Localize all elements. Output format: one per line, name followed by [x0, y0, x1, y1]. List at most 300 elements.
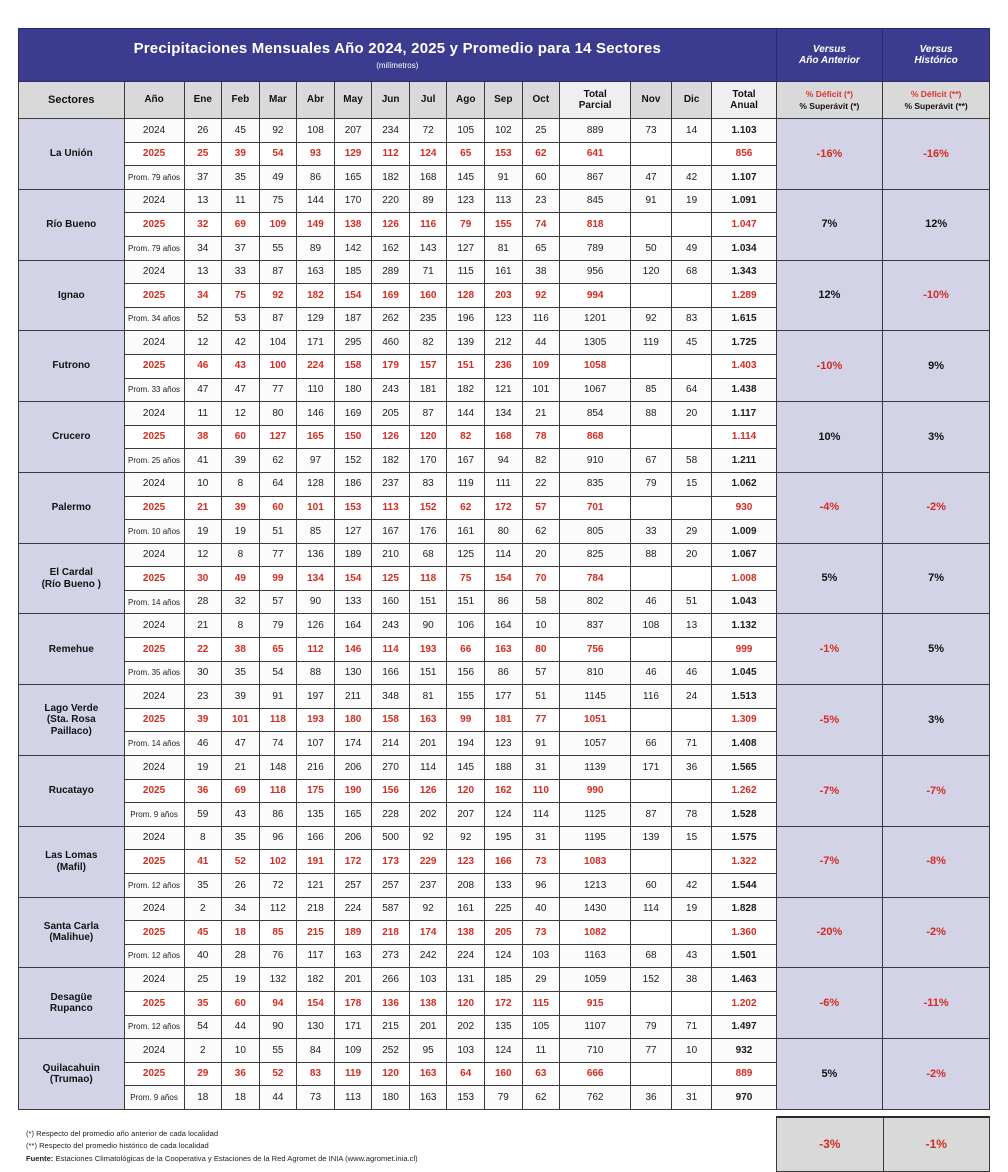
month-value-cell: 127	[334, 520, 372, 544]
total-anual-cell: 1.403	[712, 354, 776, 378]
versus-historic-header	[883, 29, 990, 82]
month-value-cell: 43	[222, 354, 260, 378]
total-anual-cell: 1.408	[712, 732, 776, 756]
month-value-cell: 220	[372, 189, 410, 213]
nov-value-cell: 77	[631, 1039, 672, 1063]
month-value-cell: 13	[184, 189, 222, 213]
month-value-cell: 76	[259, 944, 297, 968]
month-value-cell: 30	[184, 567, 222, 591]
year-label-cell: 2025	[124, 496, 184, 520]
month-value-cell: 36	[222, 1062, 260, 1086]
dic-value-cell	[671, 567, 712, 591]
nov-value-cell: 68	[631, 944, 672, 968]
month-value-cell: 97	[297, 449, 335, 473]
total-parcial-cell: 810	[560, 661, 631, 685]
month-value-cell: 158	[334, 354, 372, 378]
month-value-cell: 153	[447, 1086, 485, 1110]
total-anual-cell: 1.513	[712, 685, 776, 709]
month-value-cell: 124	[485, 944, 523, 968]
month-value-cell: 212	[485, 331, 523, 355]
month-value-cell: 41	[184, 850, 222, 874]
table-row	[19, 402, 990, 426]
month-value-cell: 190	[334, 779, 372, 803]
month-value-cell: 193	[297, 708, 335, 732]
table-row	[19, 968, 990, 992]
month-value-cell: 103	[447, 1039, 485, 1063]
nov-value-cell	[631, 496, 672, 520]
year-label-cell: 2025	[124, 991, 184, 1015]
month-value-cell: 157	[409, 354, 447, 378]
year-label-cell: Prom. 33 años	[124, 378, 184, 402]
month-value-cell: 41	[184, 449, 222, 473]
month-value-cell: 35	[222, 166, 260, 190]
nov-value-cell: 119	[631, 331, 672, 355]
col-month-jul: Jul	[409, 82, 447, 119]
month-value-cell: 19	[222, 520, 260, 544]
sector-name-cell: Quilacahuin (Trumao)	[19, 1039, 125, 1110]
month-value-cell: 587	[372, 897, 410, 921]
dic-value-cell: 78	[671, 803, 712, 827]
month-value-cell: 79	[447, 213, 485, 237]
source-label: Fuente:	[26, 1153, 54, 1163]
month-value-cell: 197	[297, 685, 335, 709]
month-value-cell: 72	[409, 119, 447, 143]
nov-value-cell: 46	[631, 590, 672, 614]
month-value-cell: 117	[297, 944, 335, 968]
month-value-cell: 124	[409, 142, 447, 166]
month-value-cell: 172	[334, 850, 372, 874]
month-value-cell: 83	[297, 1062, 335, 1086]
versus-historic-cell: 12%	[883, 189, 990, 260]
total-parcial-cell: 762	[560, 1086, 631, 1110]
col-deficit-hist-l1: % Déficit (**)	[910, 88, 962, 99]
month-value-cell: 103	[409, 968, 447, 992]
month-value-cell: 34	[184, 236, 222, 260]
month-value-cell: 73	[522, 850, 560, 874]
month-value-cell: 182	[447, 378, 485, 402]
month-value-cell: 295	[334, 331, 372, 355]
month-value-cell: 38	[522, 260, 560, 284]
nov-value-cell: 139	[631, 826, 672, 850]
month-value-cell: 201	[409, 1015, 447, 1039]
month-value-cell: 234	[372, 119, 410, 143]
month-value-cell: 128	[447, 284, 485, 308]
versus-historic-cell: -11%	[883, 968, 990, 1039]
month-value-cell: 52	[259, 1062, 297, 1086]
dic-value-cell	[671, 1062, 712, 1086]
dic-value-cell	[671, 142, 712, 166]
table-row	[19, 189, 990, 213]
month-value-cell: 124	[485, 1039, 523, 1063]
month-value-cell: 163	[409, 708, 447, 732]
nov-value-cell	[631, 991, 672, 1015]
dic-value-cell: 38	[671, 968, 712, 992]
month-value-cell: 119	[334, 1062, 372, 1086]
year-label-cell: 2024	[124, 260, 184, 284]
month-value-cell: 105	[447, 119, 485, 143]
month-value-cell: 63	[522, 1062, 560, 1086]
month-value-cell: 116	[522, 307, 560, 331]
nov-value-cell: 66	[631, 732, 672, 756]
month-value-cell: 202	[447, 1015, 485, 1039]
total-anual-cell: 1.043	[712, 590, 776, 614]
month-value-cell: 82	[409, 331, 447, 355]
month-value-cell: 118	[259, 708, 297, 732]
month-value-cell: 145	[447, 756, 485, 780]
month-value-cell: 80	[485, 520, 523, 544]
total-parcial-cell: 789	[560, 236, 631, 260]
total-parcial-cell: 1051	[560, 708, 631, 732]
month-value-cell: 19	[184, 756, 222, 780]
month-value-cell: 96	[522, 874, 560, 898]
versus-prev-year-header	[776, 29, 883, 82]
sector-name-cell: Las Lomas (Mafil)	[19, 826, 125, 897]
month-value-cell: 194	[447, 732, 485, 756]
month-value-cell: 11	[522, 1039, 560, 1063]
nov-value-cell: 87	[631, 803, 672, 827]
month-value-cell: 26	[222, 874, 260, 898]
month-value-cell: 78	[522, 425, 560, 449]
month-value-cell: 139	[447, 331, 485, 355]
month-value-cell: 60	[522, 166, 560, 190]
month-value-cell: 54	[259, 142, 297, 166]
month-value-cell: 162	[485, 779, 523, 803]
month-value-cell: 142	[334, 236, 372, 260]
month-value-cell: 146	[297, 402, 335, 426]
total-anual-cell: 1.501	[712, 944, 776, 968]
month-value-cell: 180	[334, 708, 372, 732]
month-value-cell: 75	[259, 189, 297, 213]
month-value-cell: 65	[259, 638, 297, 662]
month-value-cell: 123	[485, 307, 523, 331]
month-value-cell: 101	[522, 378, 560, 402]
nov-value-cell: 36	[631, 1086, 672, 1110]
month-value-cell: 88	[297, 661, 335, 685]
dic-value-cell: 29	[671, 520, 712, 544]
month-value-cell: 47	[222, 732, 260, 756]
month-value-cell: 12	[184, 543, 222, 567]
dic-value-cell: 83	[671, 307, 712, 331]
month-value-cell: 170	[334, 189, 372, 213]
month-value-cell: 145	[447, 166, 485, 190]
month-value-cell: 127	[447, 236, 485, 260]
total-anual-cell: 1.009	[712, 520, 776, 544]
dic-value-cell	[671, 850, 712, 874]
month-value-cell: 35	[222, 661, 260, 685]
month-value-cell: 187	[334, 307, 372, 331]
dic-value-cell: 10	[671, 1039, 712, 1063]
month-value-cell: 182	[372, 166, 410, 190]
total-anual-cell: 930	[712, 496, 776, 520]
sector-name-cell: Crucero	[19, 402, 125, 473]
total-parcial-cell: 994	[560, 284, 631, 308]
month-value-cell: 53	[222, 307, 260, 331]
total-anual-cell: 1.067	[712, 543, 776, 567]
sector-name-cell: El Cardal (Río Bueno )	[19, 543, 125, 614]
month-value-cell: 25	[184, 142, 222, 166]
col-deficit-prev-l1: % Déficit (*)	[805, 88, 854, 99]
dic-value-cell: 19	[671, 189, 712, 213]
sector-name-cell: Futrono	[19, 331, 125, 402]
month-value-cell: 207	[447, 803, 485, 827]
col-sectores: Sectores	[19, 82, 125, 119]
month-value-cell: 21	[184, 614, 222, 638]
month-value-cell: 156	[447, 661, 485, 685]
month-value-cell: 75	[222, 284, 260, 308]
month-value-cell: 38	[222, 638, 260, 662]
nov-value-cell	[631, 1062, 672, 1086]
month-value-cell: 155	[485, 213, 523, 237]
month-value-cell: 257	[372, 874, 410, 898]
versus-historic-cell: -8%	[883, 826, 990, 897]
month-value-cell: 62	[259, 449, 297, 473]
month-value-cell: 114	[372, 638, 410, 662]
month-value-cell: 211	[334, 685, 372, 709]
dic-value-cell: 31	[671, 1086, 712, 1110]
month-value-cell: 87	[409, 402, 447, 426]
year-label-cell: 2024	[124, 189, 184, 213]
month-value-cell: 123	[447, 189, 485, 213]
dic-value-cell: 20	[671, 543, 712, 567]
month-value-cell: 106	[447, 614, 485, 638]
nov-value-cell: 88	[631, 402, 672, 426]
total-anual-cell: 1.463	[712, 968, 776, 992]
nov-value-cell: 33	[631, 520, 672, 544]
month-value-cell: 28	[184, 590, 222, 614]
total-anual-cell: 1.528	[712, 803, 776, 827]
month-value-cell: 21	[522, 402, 560, 426]
table-row	[19, 614, 990, 638]
total-parcial-cell: 1305	[560, 331, 631, 355]
month-value-cell: 174	[409, 921, 447, 945]
month-value-cell: 182	[372, 449, 410, 473]
month-value-cell: 175	[297, 779, 335, 803]
year-label-cell: Prom. 25 años	[124, 449, 184, 473]
month-value-cell: 242	[409, 944, 447, 968]
month-value-cell: 102	[259, 850, 297, 874]
col-total-anual-l2: Anual	[730, 100, 758, 111]
month-value-cell: 65	[447, 142, 485, 166]
total-anual-cell: 1.103	[712, 119, 776, 143]
month-value-cell: 163	[334, 944, 372, 968]
month-value-cell: 90	[259, 1015, 297, 1039]
total-anual-cell: 1.211	[712, 449, 776, 473]
total-parcial-cell: 818	[560, 213, 631, 237]
table-body	[19, 119, 990, 1110]
month-value-cell: 31	[522, 756, 560, 780]
month-value-cell: 189	[334, 543, 372, 567]
versus-historic-cell: -16%	[883, 119, 990, 190]
month-value-cell: 167	[447, 449, 485, 473]
month-value-cell: 29	[184, 1062, 222, 1086]
sector-name-cell: Santa Carla (Malihue)	[19, 897, 125, 968]
month-value-cell: 46	[184, 732, 222, 756]
year-label-cell: 2024	[124, 543, 184, 567]
table-row	[19, 756, 990, 780]
total-anual-cell: 1.615	[712, 307, 776, 331]
year-label-cell: Prom. 34 años	[124, 307, 184, 331]
month-value-cell: 152	[409, 496, 447, 520]
nov-value-cell: 92	[631, 307, 672, 331]
versus-historic-cell: -2%	[883, 472, 990, 543]
total-anual-cell: 1.091	[712, 189, 776, 213]
month-value-cell: 207	[334, 119, 372, 143]
sector-name-cell: Lago Verde (Sta. Rosa Paillaco)	[19, 685, 125, 756]
month-value-cell: 110	[297, 378, 335, 402]
month-value-cell: 35	[184, 874, 222, 898]
month-value-cell: 151	[409, 590, 447, 614]
month-value-cell: 51	[522, 685, 560, 709]
dic-value-cell: 51	[671, 590, 712, 614]
year-label-cell: 2025	[124, 708, 184, 732]
month-value-cell: 166	[485, 850, 523, 874]
month-value-cell: 59	[184, 803, 222, 827]
month-value-cell: 101	[222, 708, 260, 732]
total-anual-cell: 856	[712, 142, 776, 166]
month-value-cell: 131	[447, 968, 485, 992]
col-dic: Dic	[671, 82, 712, 119]
dic-value-cell: 58	[671, 449, 712, 473]
month-value-cell: 216	[297, 756, 335, 780]
col-total-anual-l1: Total	[732, 88, 756, 100]
col-deficit-hist	[883, 82, 990, 119]
month-value-cell: 201	[409, 732, 447, 756]
month-value-cell: 228	[372, 803, 410, 827]
versus-prev-year-cell: -5%	[776, 685, 883, 756]
year-label-cell: 2025	[124, 567, 184, 591]
dic-value-cell: 36	[671, 756, 712, 780]
footnote-2: (**) Respecto del promedio histórico de cada localidad	[26, 1141, 209, 1151]
month-value-cell: 127	[259, 425, 297, 449]
month-value-cell: 25	[184, 968, 222, 992]
month-value-cell: 79	[485, 1086, 523, 1110]
month-value-cell: 104	[259, 331, 297, 355]
month-value-cell: 107	[297, 732, 335, 756]
month-value-cell: 163	[485, 638, 523, 662]
month-value-cell: 87	[259, 260, 297, 284]
month-value-cell: 29	[522, 968, 560, 992]
month-value-cell: 109	[522, 354, 560, 378]
col-month-may: May	[334, 82, 372, 119]
month-value-cell: 229	[409, 850, 447, 874]
nov-value-cell: 79	[631, 472, 672, 496]
sector-name-cell: Rucatayo	[19, 756, 125, 827]
total-parcial-cell: 784	[560, 567, 631, 591]
month-value-cell: 23	[522, 189, 560, 213]
month-value-cell: 69	[222, 779, 260, 803]
total-anual-cell: 1.117	[712, 402, 776, 426]
month-value-cell: 178	[334, 991, 372, 1015]
month-value-cell: 8	[222, 543, 260, 567]
month-value-cell: 224	[334, 897, 372, 921]
month-value-cell: 161	[447, 520, 485, 544]
month-value-cell: 182	[297, 968, 335, 992]
month-value-cell: 201	[334, 968, 372, 992]
col-deficit-prev-l2: % Superávit (*)	[799, 101, 860, 111]
nov-value-cell: 116	[631, 685, 672, 709]
month-value-cell: 82	[522, 449, 560, 473]
nov-value-cell	[631, 284, 672, 308]
month-value-cell: 161	[447, 897, 485, 921]
month-value-cell: 39	[222, 449, 260, 473]
month-value-cell: 121	[297, 874, 335, 898]
month-value-cell: 26	[184, 119, 222, 143]
month-value-cell: 64	[259, 472, 297, 496]
nov-value-cell: 47	[631, 166, 672, 190]
total-anual-cell: 1.034	[712, 236, 776, 260]
month-value-cell: 123	[485, 732, 523, 756]
summary-vs-historic: -1%	[883, 1118, 990, 1171]
month-value-cell: 118	[259, 779, 297, 803]
month-value-cell: 40	[522, 897, 560, 921]
month-value-cell: 73	[297, 1086, 335, 1110]
month-value-cell: 90	[409, 614, 447, 638]
month-value-cell: 10	[184, 472, 222, 496]
year-label-cell: Prom. 12 años	[124, 874, 184, 898]
year-label-cell: Prom. 10 años	[124, 520, 184, 544]
month-value-cell: 32	[222, 590, 260, 614]
nov-value-cell	[631, 850, 672, 874]
month-value-cell: 45	[184, 921, 222, 945]
year-label-cell: 2024	[124, 331, 184, 355]
month-value-cell: 22	[184, 638, 222, 662]
month-value-cell: 54	[259, 661, 297, 685]
month-value-cell: 96	[259, 826, 297, 850]
month-value-cell: 172	[485, 496, 523, 520]
versus-prev-year-cell: 5%	[776, 543, 883, 614]
month-value-cell: 129	[297, 307, 335, 331]
nov-value-cell: 79	[631, 1015, 672, 1039]
month-value-cell: 218	[372, 921, 410, 945]
month-value-cell: 101	[297, 496, 335, 520]
month-value-cell: 64	[447, 1062, 485, 1086]
month-value-cell: 111	[485, 472, 523, 496]
footer	[18, 1110, 990, 1172]
month-value-cell: 57	[259, 590, 297, 614]
month-value-cell: 154	[297, 991, 335, 1015]
month-value-cell: 44	[259, 1086, 297, 1110]
month-value-cell: 348	[372, 685, 410, 709]
month-value-cell: 38	[184, 425, 222, 449]
col-month-ago: Ago	[447, 82, 485, 119]
versus-prev-year-cell: -20%	[776, 897, 883, 968]
total-anual-cell: 1.322	[712, 850, 776, 874]
month-value-cell: 37	[222, 236, 260, 260]
month-value-cell: 203	[485, 284, 523, 308]
month-value-cell: 169	[372, 284, 410, 308]
month-value-cell: 2	[184, 1039, 222, 1063]
year-label-cell: Prom. 9 años	[124, 803, 184, 827]
nov-value-cell: 88	[631, 543, 672, 567]
dic-value-cell: 43	[671, 944, 712, 968]
month-value-cell: 180	[334, 378, 372, 402]
month-value-cell: 179	[372, 354, 410, 378]
month-value-cell: 196	[447, 307, 485, 331]
month-value-cell: 151	[447, 354, 485, 378]
total-parcial-cell: 802	[560, 590, 631, 614]
month-value-cell: 128	[297, 472, 335, 496]
month-value-cell: 35	[184, 991, 222, 1015]
month-value-cell: 62	[447, 496, 485, 520]
total-anual-cell: 889	[712, 1062, 776, 1086]
month-value-cell: 163	[297, 260, 335, 284]
total-anual-cell: 1.309	[712, 708, 776, 732]
month-value-cell: 191	[297, 850, 335, 874]
total-parcial-cell: 1107	[560, 1015, 631, 1039]
month-value-cell: 210	[372, 543, 410, 567]
dic-value-cell: 42	[671, 874, 712, 898]
total-anual-cell: 1.262	[712, 779, 776, 803]
